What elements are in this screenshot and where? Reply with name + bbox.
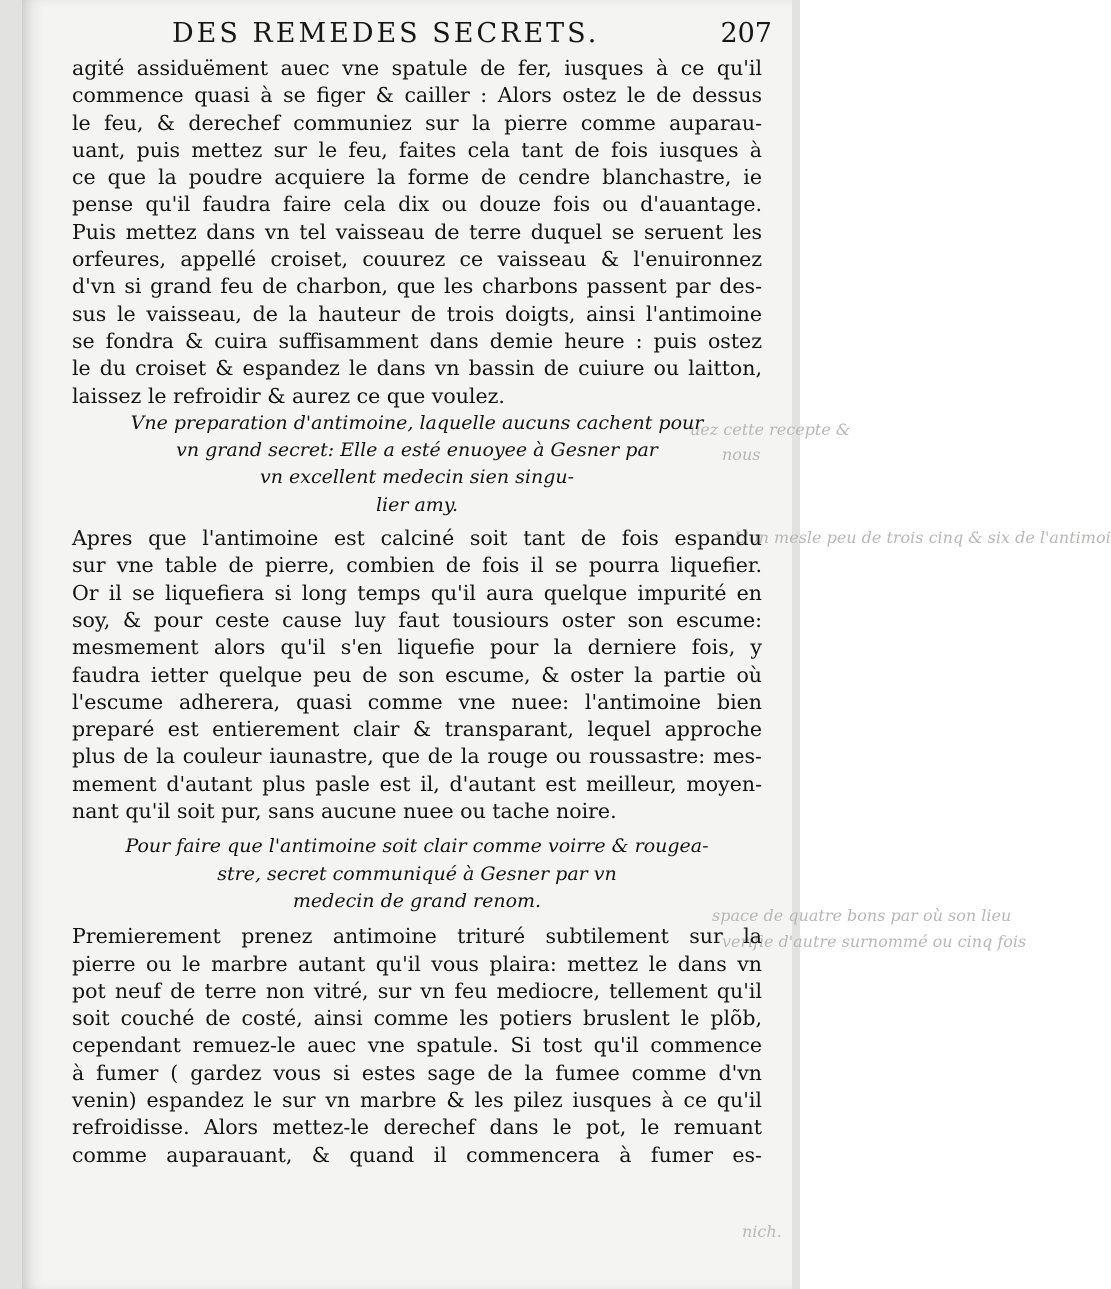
text-line: pot neuf de terre non vitré, sur vn feu mediocre, tellement qu'il [72,978,762,1003]
text-line: soy, & pour ceste cause luy faut tousiours oster son escume: [72,607,762,632]
paragraph [72,923,762,1169]
text-line: uant, puis mettez sur le feu, faites cela tant de fois iusques à [72,137,762,162]
text-line: cependant remuez-le auec vne spatule. Si tost qu'il commence [72,1033,762,1058]
show-through-text: nich. [742,1222,782,1241]
text-line: venin) espandez le sur vn marbre & les pilez iusques à ce qu'il [72,1087,762,1112]
heading-line: Vne preparation d'antimoine, laquelle aucuns cachent pour [130,411,704,434]
text-line: sur vne table de pierre, combien de fois il se pourra liquefier. [72,553,762,578]
text-line: mement d'autant plus pasle est il, d'autant est meilleur, moyen- [72,771,762,796]
show-through-text: verifie d'autre surnommé ou cinq fois [722,932,1027,951]
text-line: plus de la couleur iaunastre, que de la rouge ou roussastre: mes- [72,744,762,769]
text-line: Puis mettez dans vn tel vaisseau de terre duquel se seruent les [72,219,762,244]
text-line: laissez le refroidir & aurez ce que voulez. [72,383,505,408]
text-line: faudra ietter quelque peu de son escume, & oster la partie où [72,662,762,687]
show-through-text: nous [722,445,761,464]
text-line: refroidisse. Alors mettez-le derechef dans le pot, le remuant [72,1115,762,1140]
page-header [172,18,772,52]
text-line: l'escume adherera, quasi comme vne nuee: l'antimoine bien [72,689,762,714]
text-line: ce que la poudre acquiere la forme de cendre blanchastre, ie [72,165,762,190]
text-line: pierre ou le marbre autant qu'il vous plaira: mettez le dans vn [72,951,762,976]
heading-line: vn grand secret: Elle a esté enuoyee à Gesner par [176,439,658,462]
text-line: sus le vaisseau, de la hauteur de trois doigts, ainsi l'antimoine [72,301,762,326]
text-line: Or il se liquefiera si long temps qu'il aura quelque impurité en [72,580,762,605]
text-line: Premierement prenez antimoine trituré subtilement sur la [72,924,762,949]
section-heading [72,833,762,915]
text-line: nant qu'il soit pur, sans aucune nuee ou tache noire. [72,799,617,824]
heading-line: lier amy. [375,493,459,516]
text-line: pense qu'il faudra faire cela dix ou douze fois ou d'auantage. [72,192,762,217]
show-through-text: L'on mesle peu de trois cinq & six de l'antimoi [734,528,1111,547]
paragraph [72,55,762,410]
text-line: soit couché de costé, ainsi comme les potiers bruslent le plõb, [72,1006,762,1031]
page-number: 207 [720,18,772,49]
heading-line: medecin de grand renom. [292,889,542,912]
running-head: DES REMEDES SECRETS. [172,18,600,49]
paper-sheet [22,0,1111,1289]
text-line: le du croiset & espandez le dans vn bassin de cuiure ou laitton, [72,356,762,381]
heading-line: Pour faire que l'antimoine soit clair comme voirre & rougea- [125,835,709,858]
text-line: preparé est entierement clair & transparant, lequel approche [72,717,762,742]
text-line: le feu, & derechef communiez sur la pierre comme auparau- [72,110,762,135]
text-line: commence quasi à se figer & cailler : Alors ostez le de dessus [72,83,762,108]
heading-line: vn excellent medecin sien singu- [259,466,575,489]
text-line: comme auparauant, & quand il commencera à fumer es- [72,1142,762,1167]
section-heading [72,410,762,519]
text-line: Apres que l'antimoine est calciné soit tant de fois espandu [72,526,762,551]
text-line: orfeures, appellé croiset, couurez ce vaisseau & l'enuironnez [72,247,762,272]
text-line: à fumer ( gardez vous si estes sage de la fumee comme d'vn [72,1060,762,1085]
text-line: mesmement alors qu'il s'en liquefie pour la derniere fois, y [72,635,762,660]
text-line: se fondra & cuira suffisamment dans demie heure : puis ostez [72,328,762,353]
paragraph [72,525,762,825]
heading-line: stre, secret communiqué à Gesner par vn [217,862,617,885]
text-line: d'vn si grand feu de charbon, que les charbons passent par des- [72,274,762,299]
show-through-text: uez cette recepte & [690,420,851,439]
show-through-text: space de quatre bons par où son lieu [712,906,1012,925]
body-text [72,55,762,1169]
text-line: agité assiduëment auec vne spatule de fer, iusques à ce qu'il [72,56,762,80]
